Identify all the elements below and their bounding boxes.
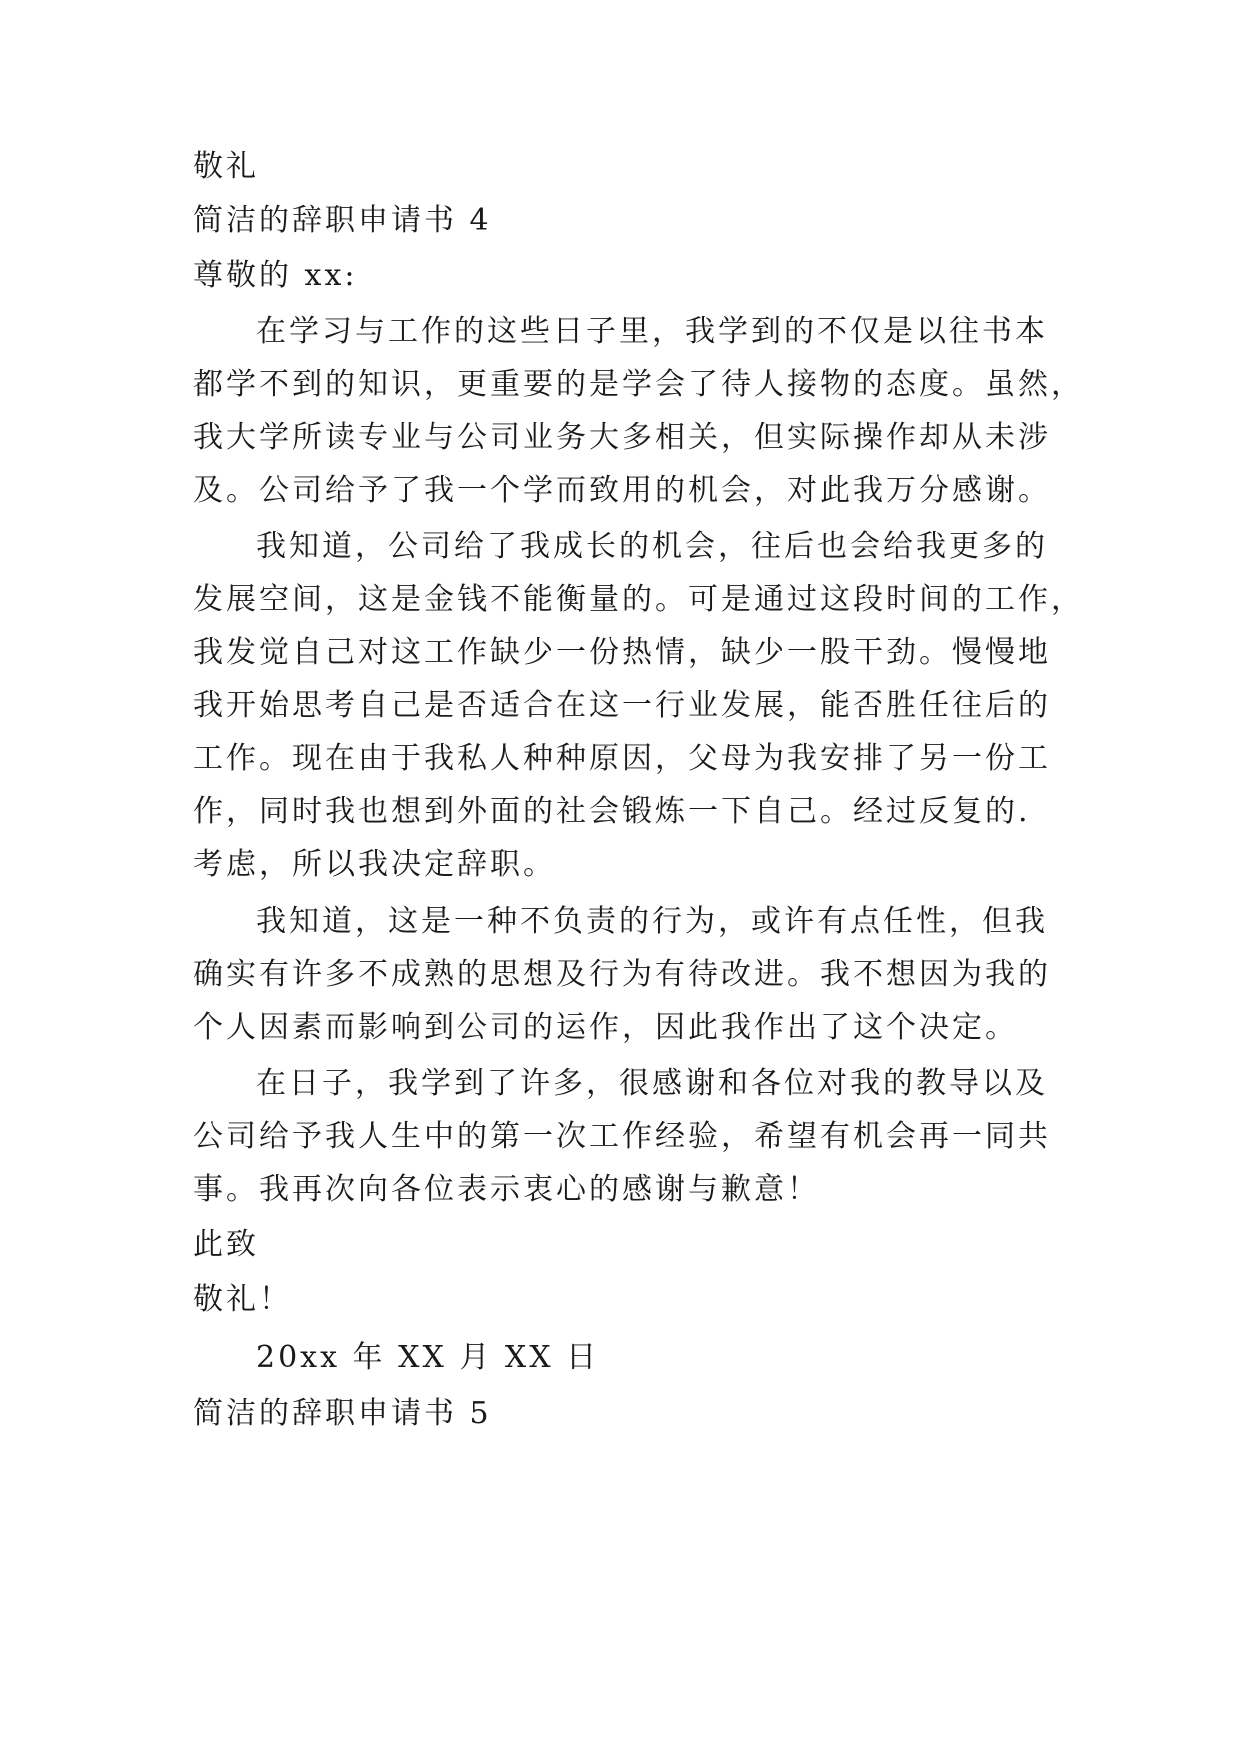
closing-salutation: 敬礼 [193, 149, 259, 184]
paragraph-line: 在学习与工作的这些日子里，我学到的不仅是以往书本 [256, 314, 1048, 349]
paragraph-line: 工作。现在由于我私人种种原因，父母为我安排了另一份工 [193, 741, 1051, 776]
paragraph-line: 在日子，我学到了许多，很感谢和各位对我的教导以及 [256, 1066, 1048, 1101]
paragraph-line: 考虑，所以我决定辞职。 [193, 847, 556, 882]
paragraph-line: 个人因素而影响到公司的运作，因此我作出了这个决定。 [193, 1010, 1018, 1045]
paragraph-line: 我知道，这是一种不负责的行为，或许有点任性，但我 [256, 904, 1048, 939]
paragraph-line: 确实有许多不成熟的思想及行为有待改进。我不想因为我的 [193, 957, 1051, 992]
paragraph-line: 我大学所读专业与公司业务大多相关，但实际操作却从未涉 [193, 420, 1051, 455]
paragraph-line: 发展空间，这是金钱不能衡量的。可是通过这段时间的工作， [193, 582, 1084, 617]
section-title: 简洁的辞职申请书 5 [193, 1396, 492, 1431]
paragraph-line: 我开始思考自己是否适合在这一行业发展，能否胜任往后的 [193, 688, 1051, 723]
paragraph-line: 及。公司给予了我一个学而致用的机会，对此我万分感谢。 [193, 473, 1051, 508]
paragraph-line: 事。我再次向各位表示衷心的感谢与歉意！ [193, 1172, 820, 1207]
section-title: 简洁的辞职申请书 4 [193, 203, 492, 238]
paragraph-line: 公司给予我人生中的第一次工作经验，希望有机会再一同共 [193, 1119, 1051, 1154]
paragraph-line: 作，同时我也想到外面的社会锻炼一下自己。经过反复的. [193, 794, 1031, 829]
closing-salutation: 敬礼！ [193, 1282, 292, 1317]
paragraph-line: 都学不到的知识，更重要的是学会了待人接物的态度。虽然， [193, 367, 1084, 402]
date-line: 20xx 年 XX 月 XX 日 [256, 1340, 600, 1375]
greeting: 尊敬的 xx: [193, 258, 358, 293]
paragraph-line: 我知道，公司给了我成长的机会，往后也会给我更多的 [256, 529, 1048, 564]
closing-phrase: 此致 [193, 1227, 259, 1262]
paragraph-line: 我发觉自己对这工作缺少一份热情，缺少一股干劲。慢慢地 [193, 635, 1051, 670]
